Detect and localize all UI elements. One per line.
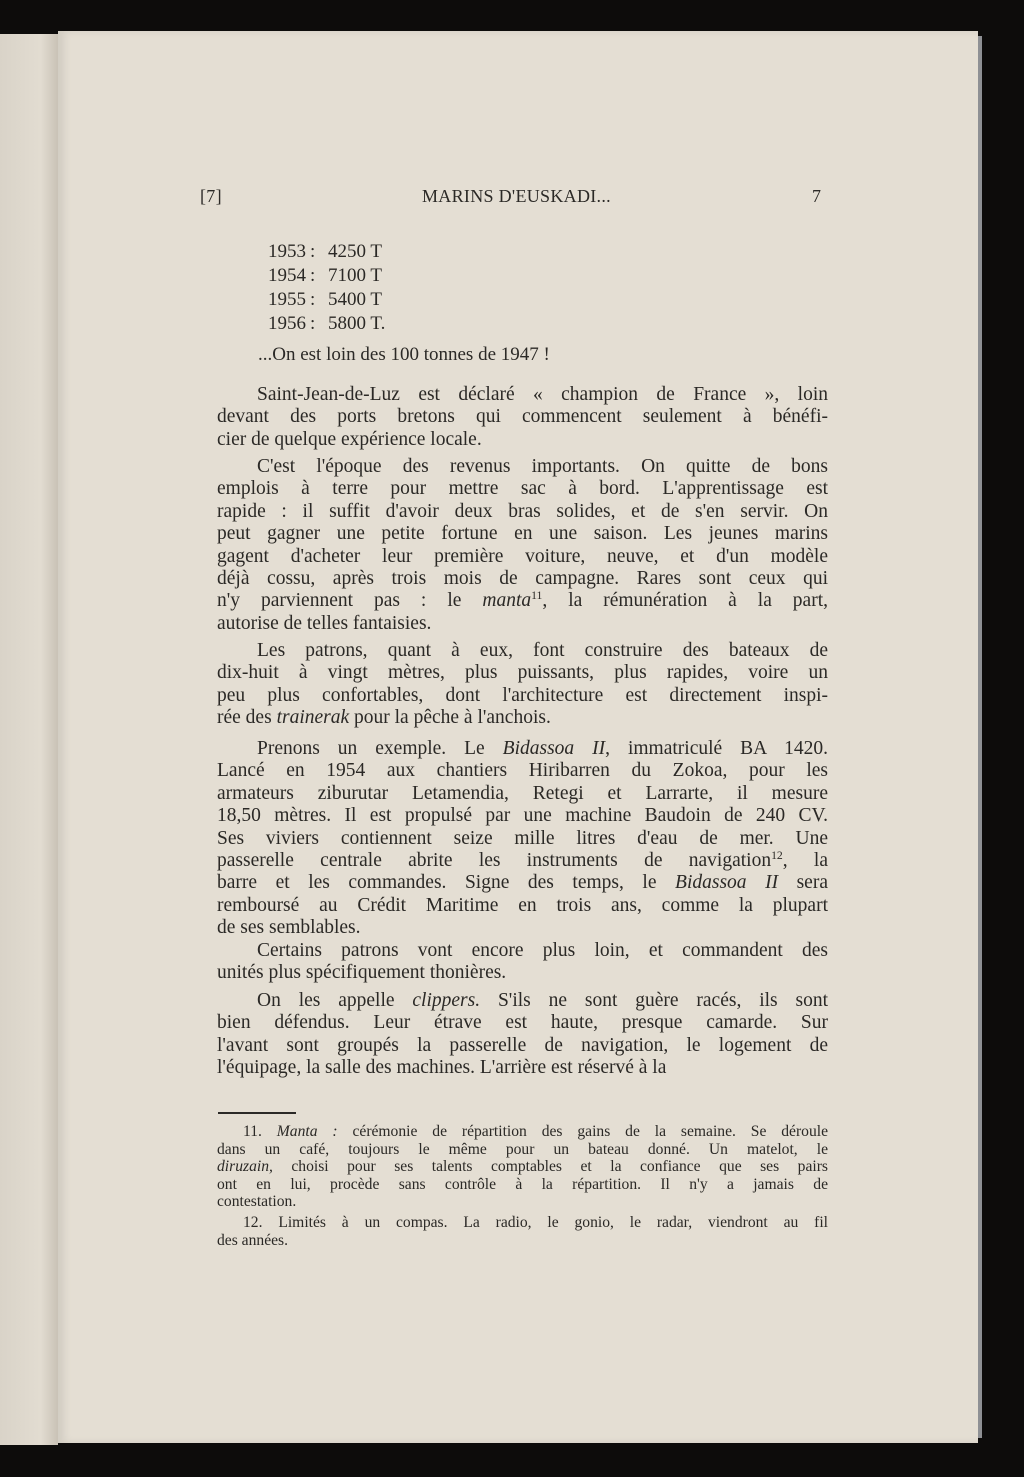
text-line: contestation. [217,1193,297,1211]
footnote-ref: 11 [531,589,543,603]
table-year: 1955 [268,289,306,310]
text-line: l'avant sont groupés la passerelle de navigation, le logement de [217,1034,828,1056]
table-row [268,289,408,311]
footnote [217,1123,828,1211]
text-line: emplois à terre pour mettre sac à bord. L'apprentissage est [217,478,828,500]
table-value: 5800 T. [328,313,386,334]
italic-term: manta [482,590,532,612]
text-line: dix-huit à vingt mètres, plus puissants, plus rapides, voire un [217,662,828,684]
italic-term: Manta : [276,1123,338,1140]
paragraph [217,940,828,985]
text-line: rapide : il suffit d'avoir deux bras solides, et de s'en servir. On [217,500,828,522]
italic-term: diruzain, [217,1158,273,1176]
table-year: 1953 [268,241,306,262]
paragraph [217,640,828,730]
text-line: peu plus confortables, dont l'architecture est directement inspi- [217,684,828,706]
text-line: C'est l'époque des revenus importants. On quitte de bons [257,456,828,477]
italic-term: Bidassoa II [675,872,779,894]
text-line: barre et les commandes. Signe des temps, le Bidassoa II sera [217,872,828,894]
italic-term: trainerak [276,707,350,729]
table-year: 1956 [268,313,306,334]
page-edge [978,36,982,1438]
paragraph [217,738,828,940]
text-line: rée des trainerak pour la pêche à l'anchois. [217,707,551,729]
text-line: déjà cossu, après trois mois de campagne. Rares sont ceux qui [217,567,828,589]
text-line: 18,50 mètres. Il est propulsé par une machine Baudoin de 240 CV. [217,805,828,827]
text-line: de ses semblables. [217,917,361,939]
table-value: 4250 T [328,241,383,262]
text-line: l'équipage, la salle des machines. L'arrière est réservé à la [217,1057,667,1079]
table-row [268,241,408,263]
text-line: diruzain, choisi pour ses talents comptables et la confiance que ses pairs [217,1158,828,1176]
text-line: Certains patrons vont encore plus loin, et commandent des [257,940,828,961]
text-line: autorise de telles fantaisies. [217,612,432,634]
footnote-rule [218,1112,296,1114]
italic-term: clippers. [412,990,481,1011]
footnote-ref: 12 [771,848,783,862]
text-line: peut gagner une petite fortune en une saison. Les jeunes marins [217,523,828,545]
text-line: cier de quelque expérience locale. [217,428,482,450]
page-number: 7 [812,186,822,206]
text-line: passerelle centrale abrite les instruments de navigation$^{12}$, la [217,848,829,871]
text-line: Saint-Jean-de-Luz est déclaré « champion de France », loin [257,384,828,405]
text-line: devant des ports bretons qui commencent seulement à bénéfi- [217,406,828,428]
text-line: remboursé au Crédit Maritime en trois ans, comme la plupart [217,894,828,916]
text-line: 12. Limités à un compas. La radio, le gonio, le radar, viendront au fil [243,1214,828,1231]
table-value: 7100 T [328,265,383,286]
paragraph [217,456,828,635]
table-sep: : [310,265,316,286]
table-sep: : [310,241,316,262]
running-title: MARINS D'EUSKADI... [422,186,611,206]
text-line: On les appelle clippers. S'ils ne sont guère racés, ils sont [257,990,828,1011]
text-line: unités plus spécifiquement thonières. [217,962,507,984]
footnote [217,1214,828,1249]
text-line: dans un café, toujours le même pour un bateau donné. Un matelot, le [217,1140,828,1158]
table-year: 1954 [268,265,306,286]
table-sep: : [310,289,316,310]
table-row [268,265,408,287]
text-line: Les patrons, quant à eux, font construire des bateaux de [257,640,828,661]
table-value: 5400 T [328,289,383,310]
text-line: ont en lui, procède sans contrôle à la répartition. Il n'y a jamais de [217,1175,828,1193]
text-line: Prenons un exemple. Le Bidassoa II, immatriculé BA 1420. [257,738,829,759]
table-row [268,313,408,335]
text-line: Lancé en 1954 aux chantiers Hiribarren du Zokoa, pour les [217,760,828,782]
table-note: ...On est loin des 100 tonnes de 1947 ! [258,344,550,365]
table-sep: : [310,313,316,334]
paragraph [217,384,828,451]
facing-page-edge [0,34,58,1445]
text-line: armateurs ziburutar Letamendia, Retegi et Larrarte, il mesure [217,782,828,804]
text-line: Ses viviers contiennent seize mille litres d'eau de mer. Une [217,827,828,849]
text-line: des années. [217,1231,289,1249]
italic-term: Bidassoa II [502,738,606,759]
text-line: n'y parviennent pas : le manta$^{11}$, la rémunération à la part, [217,589,829,612]
paragraph [217,990,828,1080]
header-section-number: [7] [200,186,222,206]
text-line: bien défendus. Leur étrave est haute, presque camarde. Sur [217,1012,828,1034]
text-line: gagent d'acheter leur première voiture, neuve, et d'un modèle [217,545,828,567]
text-line: 11. Manta : cérémonie de répartition des gains de la semaine. Se déroule [243,1123,828,1140]
